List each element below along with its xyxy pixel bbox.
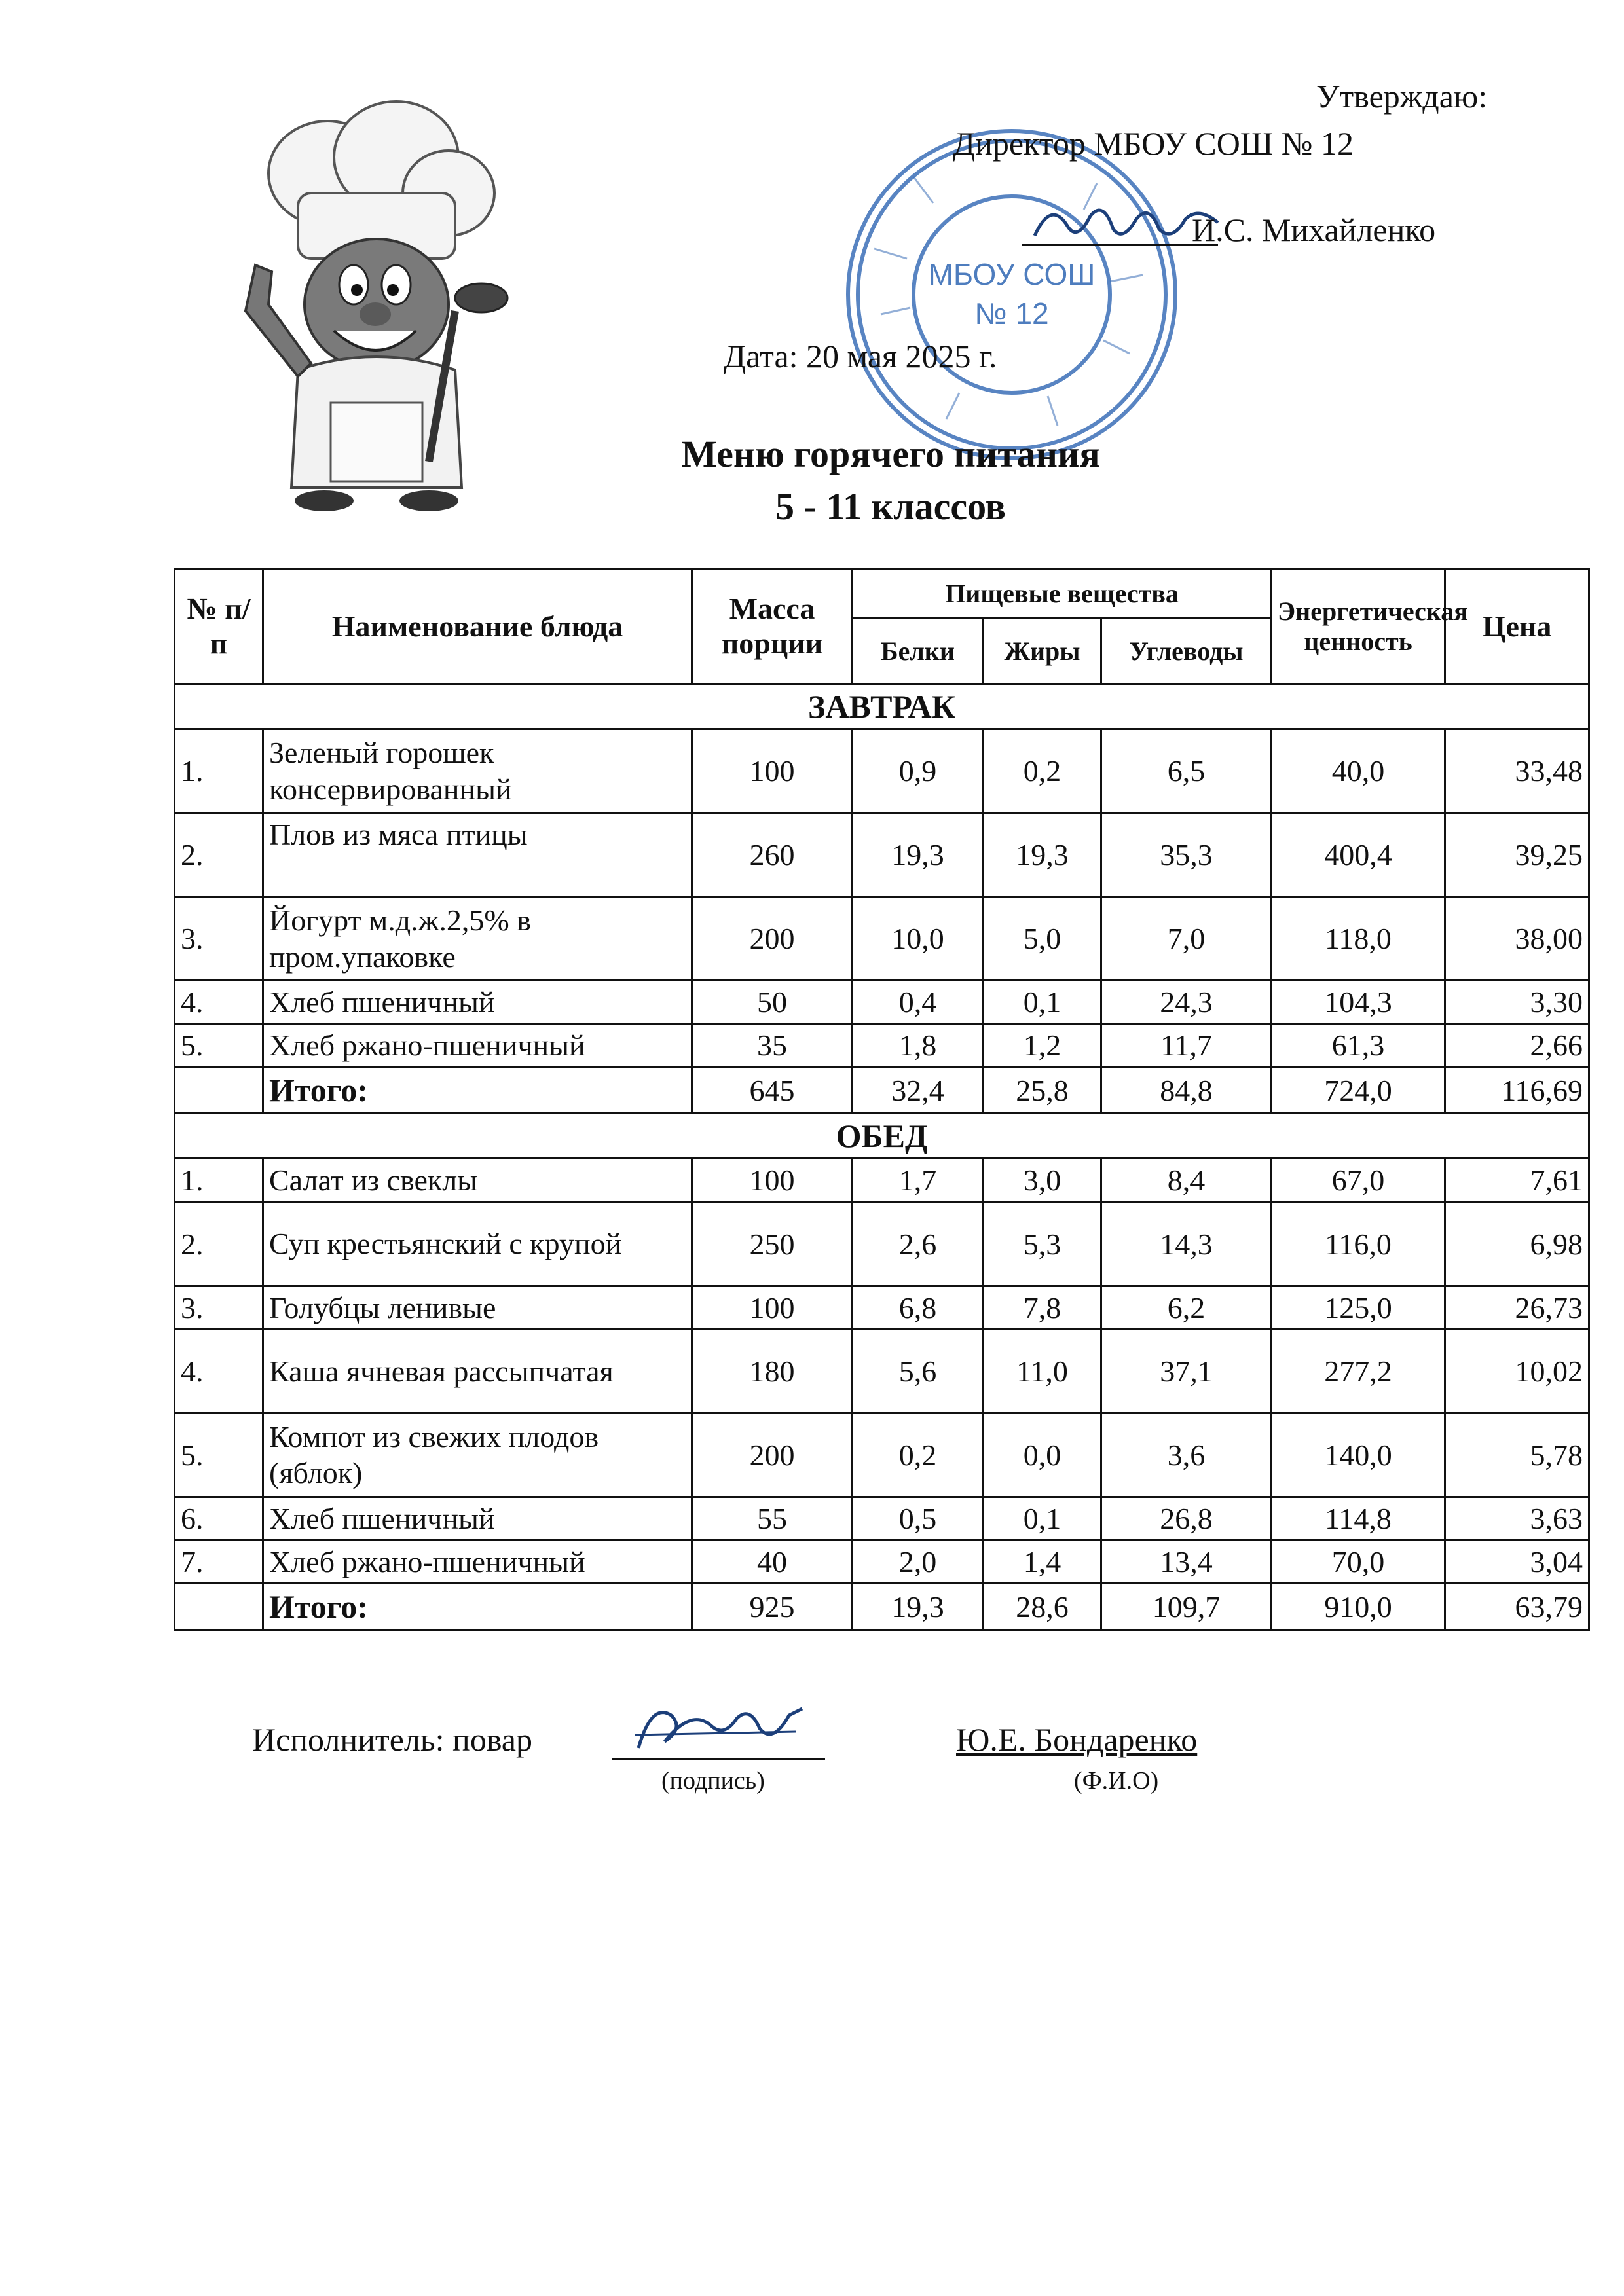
cell-price: 7,61 [1445,1159,1589,1202]
cell-carbs: 14,3 [1101,1202,1272,1286]
cell-energy: 70,0 [1272,1540,1445,1583]
name-caption: (Ф.И.О) [1074,1767,1159,1795]
cell-price: 39,25 [1445,813,1589,897]
cell-mass: 50 [692,981,853,1024]
cell-carbs: 13,4 [1101,1540,1272,1583]
table-row [175,897,1589,981]
cell-price: 10,02 [1445,1329,1589,1413]
page-title: Меню горячего питания [681,433,1100,475]
cell-proteins: 1,7 [853,1159,984,1202]
cell-proteins: 6,8 [853,1286,984,1329]
cell-dish-name: Голубцы ленивые [263,1286,692,1329]
table-row [175,1286,1589,1329]
table-row [175,1329,1589,1413]
table-row [175,1159,1589,1202]
cell-dish-name: Салат из свеклы [263,1159,692,1202]
table-row [175,1497,1589,1540]
cell-fats: 5,3 [984,1202,1101,1286]
cell-fats: 11,0 [984,1329,1101,1413]
cell-proteins: 10,0 [853,897,984,981]
cell-carbs: 11,7 [1101,1024,1272,1067]
cell-energy: 400,4 [1272,813,1445,897]
cell-dish-name: Хлеб ржано-пшеничный [263,1540,692,1583]
cell-energy: 125,0 [1272,1286,1445,1329]
header-num: № п/п [175,570,263,684]
executor-name: Ю.Е. Бондаренко [956,1721,1198,1758]
cell-energy: 116,0 [1272,1202,1445,1286]
header-row-1 [175,570,1589,619]
official-stamp [835,118,1189,471]
cell-price: 3,63 [1445,1497,1589,1540]
executor-signature-line [612,1758,825,1760]
table-row [175,1202,1589,1286]
cell-carbs: 24,3 [1101,981,1272,1024]
approval-heading: Утверждаю: [1316,78,1488,115]
cell-num: 2. [175,813,263,897]
cell-dish-name: Хлеб пшеничный [263,981,692,1024]
cell-price: 33,48 [1445,729,1589,813]
stamp-number: № 12 [974,297,1049,331]
total-row-lunch [175,1584,1589,1630]
cell-num: 3. [175,1286,263,1329]
cell-carbs: 3,6 [1101,1413,1272,1497]
cell-energy: 104,3 [1272,981,1445,1024]
total-carbs: 84,8 [1101,1067,1272,1114]
total-energy: 910,0 [1272,1584,1445,1630]
approval-position: Директор МБОУ СОШ № 12 [953,125,1354,162]
cell-fats: 3,0 [984,1159,1101,1202]
cell-price: 3,30 [1445,981,1589,1024]
cell-price: 38,00 [1445,897,1589,981]
cell-num: 1. [175,1159,263,1202]
cell-mass: 100 [692,1286,853,1329]
executor-label: Исполнитель: повар [252,1721,532,1758]
cell-price: 6,98 [1445,1202,1589,1286]
cell-fats: 19,3 [984,813,1101,897]
cell-carbs: 6,5 [1101,729,1272,813]
cell-empty [175,1584,263,1630]
cell-mass: 35 [692,1024,853,1067]
cell-energy: 277,2 [1272,1329,1445,1413]
cell-proteins: 1,8 [853,1024,984,1067]
cell-proteins: 2,0 [853,1540,984,1583]
stamp-center-text: МБОУ СОШ [928,257,1096,291]
table-row [175,729,1589,813]
total-energy: 724,0 [1272,1067,1445,1114]
cell-mass: 40 [692,1540,853,1583]
header-nutrients: Пищевые вещества [853,570,1272,619]
section-row-lunch [175,1114,1589,1159]
signature-caption: (подпись) [661,1767,765,1795]
section-row-breakfast [175,684,1589,729]
cell-carbs: 37,1 [1101,1329,1272,1413]
cell-mass: 100 [692,1159,853,1202]
header-name: Наименование блюда [263,570,692,684]
header-carbs: Углеводы [1101,619,1272,684]
table-row [175,981,1589,1024]
cell-fats: 0,1 [984,981,1101,1024]
cell-proteins: 5,6 [853,1329,984,1413]
total-label: Итого: [263,1067,692,1114]
header-price: Цена [1445,570,1589,684]
table-row [175,1024,1589,1067]
cell-num: 7. [175,1540,263,1583]
total-price: 63,79 [1445,1584,1589,1630]
cell-price: 5,78 [1445,1413,1589,1497]
menu-table [174,568,1590,1631]
cell-dish-name: Суп крестьянский с крупой [263,1202,692,1286]
cell-empty [175,1067,263,1114]
cell-fats: 0,2 [984,729,1101,813]
cell-price: 2,66 [1445,1024,1589,1067]
total-carbs: 109,7 [1101,1584,1272,1630]
total-proteins: 19,3 [853,1584,984,1630]
cell-energy: 140,0 [1272,1413,1445,1497]
cell-dish-name: Каша ячневая рассыпчатая [263,1329,692,1413]
cell-carbs: 6,2 [1101,1286,1272,1329]
header-fats: Жиры [984,619,1101,684]
cell-carbs: 8,4 [1101,1159,1272,1202]
cell-energy: 114,8 [1272,1497,1445,1540]
executor-signature [625,1689,809,1761]
cell-dish-name: Хлеб ржано-пшеничный [263,1024,692,1067]
cell-proteins: 0,5 [853,1497,984,1540]
menu-date: Дата: 20 мая 2025 г. [724,338,997,374]
header-mass: Масса порции [692,570,853,684]
total-fats: 28,6 [984,1584,1101,1630]
cell-proteins: 0,2 [853,1413,984,1497]
director-name: И.С. Михайленко [1192,211,1436,248]
cell-energy: 118,0 [1272,897,1445,981]
cell-proteins: 0,4 [853,981,984,1024]
cell-proteins: 19,3 [853,813,984,897]
cell-energy: 40,0 [1272,729,1445,813]
cell-dish-name: Зеленый горошек консервированный [263,729,692,813]
cell-carbs: 7,0 [1101,897,1272,981]
total-fats: 25,8 [984,1067,1101,1114]
table-row [175,1540,1589,1583]
header-proteins: Белки [853,619,984,684]
total-proteins: 32,4 [853,1067,984,1114]
cell-mass: 260 [692,813,853,897]
cell-dish-name: Компот из свежих плодов (яблок) [263,1413,692,1497]
cell-fats: 0,1 [984,1497,1101,1540]
cell-energy: 61,3 [1272,1024,1445,1067]
cell-mass: 200 [692,897,853,981]
cell-num: 2. [175,1202,263,1286]
header-energy: Энергетическая ценность [1272,570,1445,684]
cell-energy: 67,0 [1272,1159,1445,1202]
cell-mass: 55 [692,1497,853,1540]
total-row-breakfast [175,1067,1589,1114]
cell-fats: 1,4 [984,1540,1101,1583]
cell-price: 26,73 [1445,1286,1589,1329]
total-price: 116,69 [1445,1067,1589,1114]
cell-dish-name: Плов из мяса птицы [263,813,692,897]
cell-num: 3. [175,897,263,981]
cell-num: 5. [175,1024,263,1067]
cell-num: 4. [175,981,263,1024]
cell-dish-name: Йогурт м.д.ж.2,5% в пром.упаковке [263,897,692,981]
total-label: Итого: [263,1584,692,1630]
cell-mass: 100 [692,729,853,813]
cell-fats: 7,8 [984,1286,1101,1329]
cell-proteins: 2,6 [853,1202,984,1286]
cell-fats: 5,0 [984,897,1101,981]
cell-fats: 1,2 [984,1024,1101,1067]
cell-fats: 0,0 [984,1413,1101,1497]
table-row [175,1413,1589,1497]
page-subtitle: 5 - 11 классов [775,485,1006,528]
cell-mass: 180 [692,1329,853,1413]
cell-mass: 250 [692,1202,853,1286]
cell-carbs: 35,3 [1101,813,1272,897]
cell-carbs: 26,8 [1101,1497,1272,1540]
cell-dish-name: Хлеб пшеничный [263,1497,692,1540]
total-mass: 645 [692,1067,853,1114]
cell-price: 3,04 [1445,1540,1589,1583]
cell-proteins: 0,9 [853,729,984,813]
section-title-lunch: ОБЕД [175,1114,1589,1159]
total-mass: 925 [692,1584,853,1630]
cell-num: 6. [175,1497,263,1540]
cell-mass: 200 [692,1413,853,1497]
cell-num: 1. [175,729,263,813]
section-title-breakfast: ЗАВТРАК [175,684,1589,729]
cell-num: 4. [175,1329,263,1413]
cell-num: 5. [175,1413,263,1497]
table-row [175,813,1589,897]
